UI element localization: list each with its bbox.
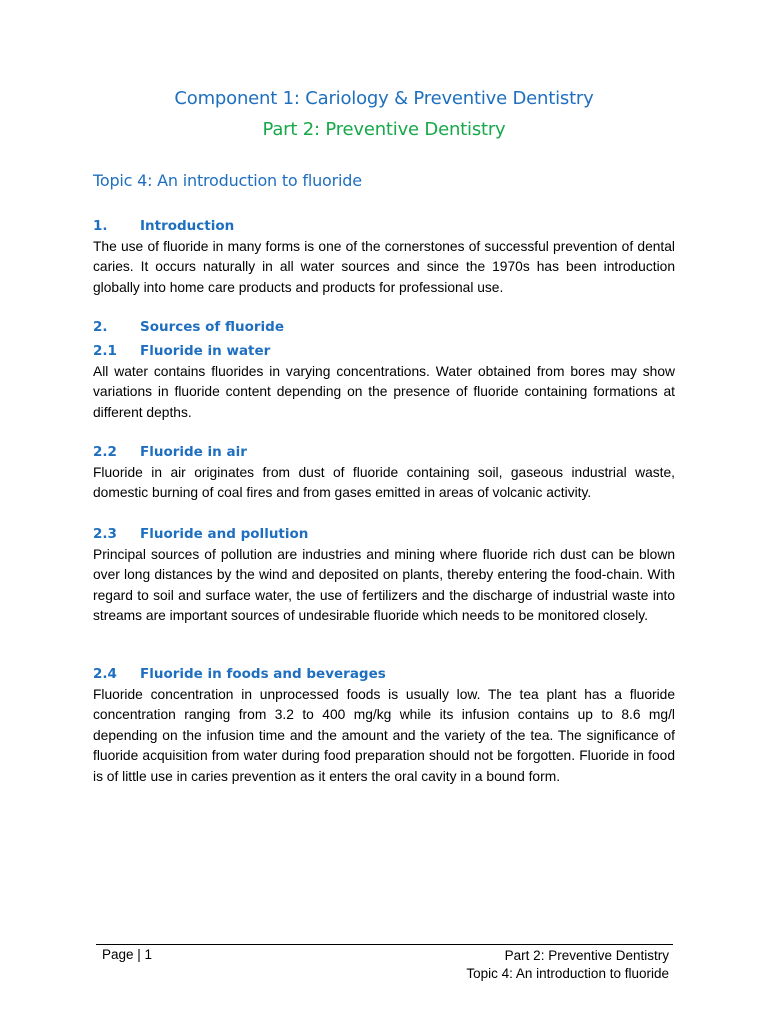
- heading-label: Sources of fluoride: [140, 319, 285, 335]
- heading-fluoride-in-water: [93, 343, 270, 359]
- document-title: Component 1: Cariology & Preventive Dentistry: [174, 88, 594, 109]
- heading-introduction: [93, 218, 234, 234]
- topic-heading: Topic 4: An introduction to fluoride: [93, 171, 362, 190]
- heading-label: Introduction: [140, 218, 235, 234]
- heading-fluoride-and-pollution: [93, 526, 308, 542]
- paragraph-fluoride-in-foods: Fluoride concentration in unprocessed foods is usually low. The tea plant has a fluoride concentration ranging from 3.2 to 400 mg/kg while its infusion contains up to 8.6 mg/l depending on the infusion time and the amount and the variety of the tea. The significance of fluoride acquisition from water during food preparation should not be forgotten. Fluoride in food is of little use in caries prevention as it enters the oral cavity in a bound form.: [93, 687, 675, 784]
- heading-label: Fluoride in air: [140, 444, 247, 460]
- footer-divider: [96, 944, 673, 945]
- heading-number: 2.2: [93, 444, 117, 460]
- footer-part: Part 2: Preventive Dentistry: [504, 948, 669, 963]
- footer-info: [466, 947, 669, 983]
- footer-topic: Topic 4: An introduction to fluoride: [466, 966, 669, 981]
- heading-number: 2.3: [93, 526, 117, 542]
- heading-sources: [93, 319, 284, 335]
- page-number: Page | 1: [102, 947, 153, 962]
- paragraph-introduction: The use of fluoride in many forms is one of the cornerstones of successful prevention of dental caries. It occurs naturally in all water sources and since the 1970s has been introduction globally into home care products and products for professional use.: [93, 239, 675, 295]
- heading-number: 1.: [93, 218, 108, 234]
- document-subtitle: Part 2: Preventive Dentistry: [262, 119, 506, 140]
- heading-label: Fluoride in foods and beverages: [140, 666, 386, 682]
- heading-number: 2.4: [93, 666, 117, 682]
- paragraph-fluoride-in-water: All water contains fluorides in varying concentrations. Water obtained from bores may show variations in fluoride content depending on the presence of fluoride containing formations at different depths.: [93, 364, 675, 420]
- heading-fluoride-in-air: [93, 444, 247, 460]
- paragraph-fluoride-in-air: Fluoride in air originates from dust of fluoride containing soil, gaseous industrial waste, domestic burning of coal fires and from gases emitted in areas of volcanic activity.: [93, 465, 675, 501]
- heading-label: Fluoride and pollution: [140, 526, 309, 542]
- heading-label: Fluoride in water: [140, 343, 271, 359]
- heading-number: 2.1: [93, 343, 117, 359]
- heading-fluoride-in-foods: [93, 666, 386, 682]
- paragraph-fluoride-and-pollution: Principal sources of pollution are industries and mining where fluoride rich dust can be blown over long distances by the wind and deposited on plants, thereby entering the food-chain. With regard to soil and surface water, the use of fertilizers and the discharge of industrial waste into streams are important sources of undesirable fluoride which needs to be monitored closely.: [93, 547, 675, 624]
- heading-number: 2.: [93, 319, 108, 335]
